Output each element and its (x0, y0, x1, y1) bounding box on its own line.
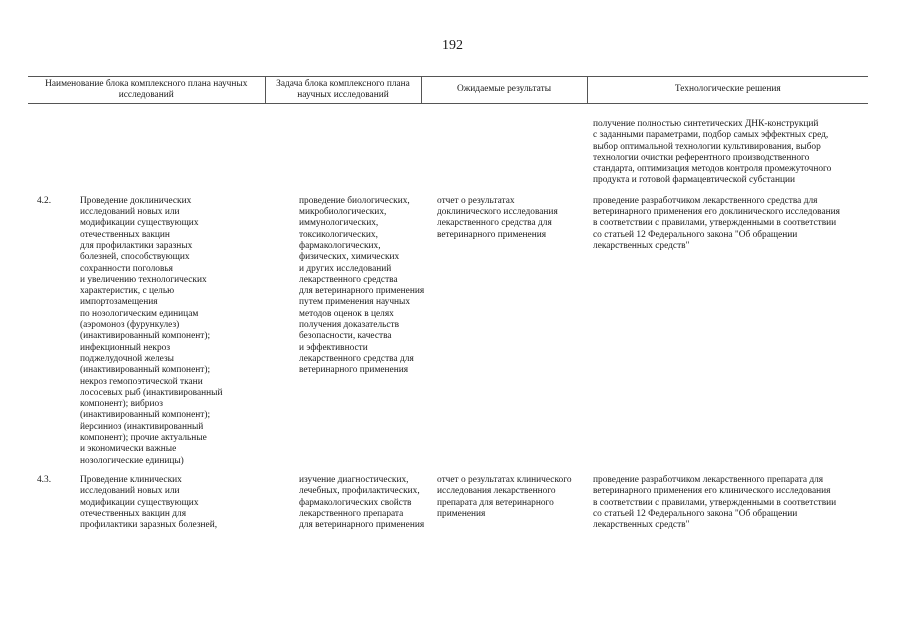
page-number: 192 (442, 38, 463, 53)
text-line: токсикологических, (299, 229, 378, 240)
table-row-4-2 (28, 196, 868, 475)
text-line: применения (437, 508, 486, 519)
text-line: лекарственных средств" (593, 520, 690, 531)
text-line: компонент); вибриоз (80, 399, 163, 410)
text-line: (инактивированный компонент); (80, 331, 211, 342)
table-body (28, 104, 868, 540)
text-line: для ветеринарного применения (299, 286, 425, 297)
header-tech-solutions: Технологические решения (587, 77, 868, 104)
text-line: для ветеринарного применения (299, 520, 425, 531)
text-line: выбор оптимальной технологии культивирования, выбор (593, 141, 821, 152)
text-line: модификации существующих (80, 218, 199, 229)
header-expected-results: Ожидаемые результаты (421, 77, 587, 104)
cell-name (80, 196, 265, 475)
text-line: с заданными параметрами, подбор самых эффектных сред, (593, 130, 829, 141)
text-line: проведение биологических, (299, 195, 410, 206)
text-line: некроз гемопоэтической ткани (80, 376, 203, 387)
table-row-4-3 (28, 475, 868, 539)
text-line: по нозологическим единицам (80, 308, 199, 319)
text-line: отечественных вакцин (80, 229, 170, 240)
text-line: исследований новых или (80, 486, 180, 497)
research-plan-table (28, 76, 868, 539)
text-line: ветеринарного применения (299, 365, 409, 376)
text-line: фармакологических свойств (299, 497, 412, 508)
cell-result (421, 104, 587, 196)
text-line: профилактики заразных болезней, (80, 520, 218, 531)
cell-tech (587, 196, 868, 475)
text-line: в соответствии с правилами, утвержденными в соответствии (593, 497, 837, 508)
text-line: физических, химических (299, 252, 400, 263)
text-line: лекарственного средства для (437, 218, 552, 229)
cell-tech-continuation (587, 104, 868, 196)
text-line: модификации существующих (80, 497, 199, 508)
text-line: ветеринарного применения его клинического исследования (593, 486, 831, 497)
text-line: (инактивированный компонент); (80, 410, 211, 421)
text-line: отечественных вакцин для (80, 508, 187, 519)
text-line: технологии очистки референтного производственного (593, 152, 810, 163)
text-line: безопасности, качества (299, 331, 392, 342)
text-line: со статьей 12 Федерального закона "Об обращении (593, 229, 798, 240)
text-line: йерсиниоз (инактивированный (80, 421, 204, 432)
text-line: характеристик, с целью (80, 286, 175, 297)
text-line: получение полностью синтетических ДНК-конструкций (593, 119, 819, 129)
cell-name (80, 104, 265, 196)
text-line: и других исследований (299, 263, 392, 274)
text-line: исследования лекарственного (437, 486, 556, 497)
text-line: и увеличению технологических (80, 274, 207, 285)
text-line: инфекционный некроз (80, 342, 171, 353)
cell-tech (587, 475, 868, 539)
cell-task (265, 195, 425, 475)
text-line: импортозамещения (80, 297, 158, 308)
cell-number: 4.2. (36, 195, 52, 206)
text-line: проведение разработчиком лекарственного средства для (593, 195, 818, 206)
text-line: нозологические единицы) (80, 455, 184, 466)
header-block-name: Наименование блока комплексного плана научных исследований (28, 77, 265, 104)
text-line: изучение диагностических, (299, 474, 409, 485)
text-line: (аэромоноз (фурункулез) (80, 320, 180, 331)
text-line: (инактивированный компонент); (80, 365, 211, 376)
text-line: препарата для ветеринарного (437, 497, 554, 508)
text-line: фармакологических, (299, 240, 381, 251)
text-line: сохранности поголовья (80, 263, 173, 274)
text-line: микробиологических, (299, 207, 387, 218)
text-line: отчет о результатах (437, 195, 515, 206)
text-line: путем применения научных (299, 297, 411, 308)
text-line: Проведение доклинических (80, 195, 192, 206)
cell-number (28, 104, 80, 196)
text-line: и эффективности (299, 342, 368, 353)
text-line: проведение разработчиком лекарственного препарата для (593, 474, 824, 485)
text-line: исследований новых или (80, 207, 180, 218)
text-line: для профилактики заразных (80, 240, 193, 251)
cell-name (80, 475, 265, 539)
text-line: лекарственного средства (299, 274, 398, 285)
text-line: со статьей 12 Федерального закона "Об обращении (593, 508, 798, 519)
text-line: лекарственного средства для (299, 353, 414, 364)
table-row-continuation (28, 104, 868, 196)
header-block-task: Задача блока комплексного плана научных исследований (265, 77, 421, 104)
text-line: лососевых рыб (инактивированный (80, 387, 223, 398)
text-line: продукта и готовой фармацевтической субстанции (593, 175, 796, 186)
text-line: ветеринарного применения (437, 229, 547, 240)
text-line: лекарственных средств" (593, 240, 690, 251)
text-line: методов оценок в целях (299, 308, 394, 319)
cell-result (421, 475, 587, 539)
text-line: болезней, способствующих (80, 252, 190, 263)
text-line: стандарта, оптимизация методов контроля промежуточного (593, 164, 832, 175)
text-line: получения доказательств (299, 320, 400, 331)
text-line: доклинического исследования (437, 207, 558, 218)
text-line: и экономически важные (80, 444, 177, 455)
cell-result (421, 196, 587, 475)
table-header (28, 77, 868, 104)
text-line: лечебных, профилактических, (299, 486, 420, 497)
text-line: лекарственного препарата (299, 508, 404, 519)
cell-number: 4.3. (36, 474, 52, 485)
text-line: иммунологических, (299, 218, 379, 229)
text-line: компонент); прочие актуальные (80, 433, 207, 444)
cell-task (265, 104, 421, 196)
cell-task (265, 474, 425, 539)
text-line: поджелудочной железы (80, 353, 174, 364)
text-line: в соответствии с правилами, утвержденными в соответствии (593, 218, 837, 229)
text-line: ветеринарного применения его доклинического исследования (593, 207, 840, 218)
text-line: Проведение клинических (80, 474, 182, 485)
text-line: отчет о результатах клинического (437, 474, 572, 485)
